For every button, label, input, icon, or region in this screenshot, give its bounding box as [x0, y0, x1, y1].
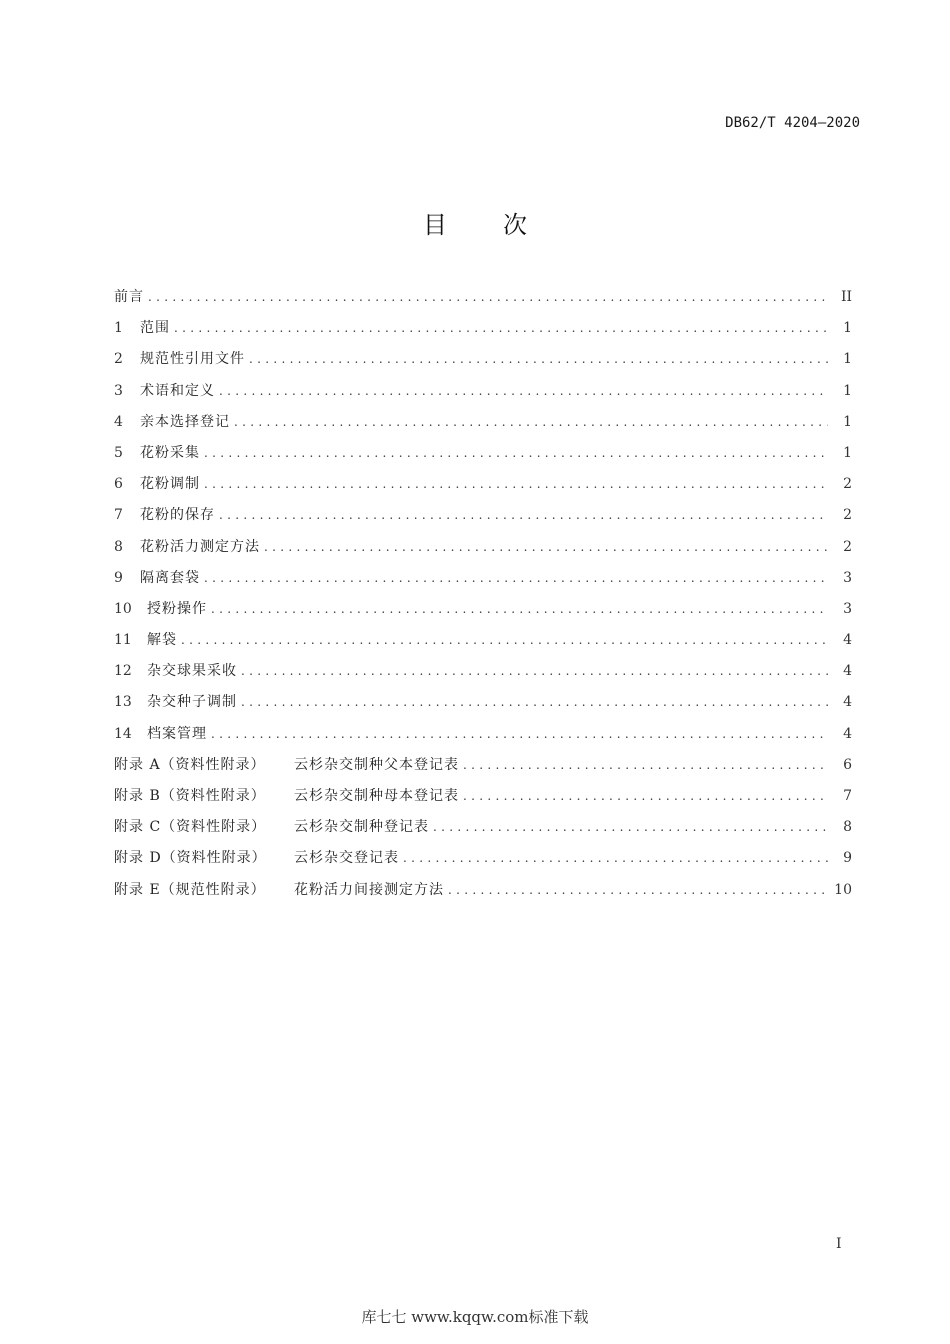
table-of-contents: [114, 286, 852, 910]
toc-appendix-label: 花粉活力间接测定方法: [294, 881, 444, 898]
toc-appendix-prefix: 附录 C（资料性附录）: [114, 819, 267, 836]
toc-leader-dots: [219, 504, 828, 526]
toc-entry-label: 范围: [140, 320, 170, 337]
toc-leader-dots: [204, 567, 828, 589]
toc-leader-dots: [448, 879, 828, 901]
toc-entry-page: 3: [843, 569, 852, 586]
toc-entry-page: 1: [843, 413, 852, 430]
toc-entry-label: 授粉操作: [147, 600, 207, 617]
toc-entry-page: 4: [843, 725, 852, 742]
toc-appendix-page: 8: [843, 819, 852, 836]
toc-leader-dots: [234, 411, 828, 433]
toc-entry[interactable]: [114, 442, 852, 473]
toc-entry-label: 花粉的保存: [140, 507, 215, 524]
toc-entry[interactable]: [114, 504, 852, 535]
toc-entry-label: 杂交种子调制: [147, 694, 237, 711]
page-title-char-2: 次: [503, 211, 527, 239]
toc-leader-dots: [463, 754, 828, 776]
toc-appendix-page: 10: [834, 881, 852, 898]
toc-entry-label: 花粉活力测定方法: [140, 538, 260, 555]
toc-entry-page: 2: [843, 507, 852, 524]
toc-entry[interactable]: [114, 629, 852, 660]
toc-entry[interactable]: [114, 473, 852, 504]
toc-leader-dots: [174, 317, 828, 339]
toc-appendix-b[interactable]: [114, 785, 852, 816]
toc-leader-dots: [433, 816, 828, 838]
toc-entry-label: 前言: [114, 289, 144, 305]
footer-watermark: 库七七 www.kqqw.com标准下载: [361, 1308, 589, 1326]
toc-entry-number: 2: [114, 351, 123, 368]
toc-appendix-prefix: 附录 E（规范性附录）: [114, 881, 266, 898]
toc-appendix-prefix: 附录 D（资料性附录）: [114, 850, 267, 867]
toc-entry-label: 解袋: [147, 632, 177, 649]
toc-leader-dots: [264, 536, 828, 558]
toc-entry-label: 术语和定义: [140, 382, 215, 399]
toc-appendix-e[interactable]: [114, 879, 852, 910]
toc-appendix-c[interactable]: [114, 816, 852, 847]
toc-appendix-page: 9: [843, 850, 852, 867]
page-number: I: [836, 1236, 842, 1252]
toc-entry[interactable]: [114, 411, 852, 442]
toc-entry-number: 4: [114, 413, 123, 430]
toc-entry-page: II: [840, 289, 852, 305]
toc-appendix-a[interactable]: [114, 754, 852, 785]
toc-entry-foreword[interactable]: [114, 286, 852, 317]
document-code: DB62/T 4204—2020: [725, 115, 860, 131]
toc-leader-dots: [463, 785, 828, 807]
toc-leader-dots: [249, 348, 828, 370]
toc-entry-page: 1: [843, 382, 852, 399]
toc-entry-page: 4: [843, 632, 852, 649]
toc-entry-label: 花粉调制: [140, 476, 200, 493]
toc-entry-label: 亲本选择登记: [140, 413, 230, 430]
toc-entry-number: 12: [114, 663, 132, 680]
toc-leader-dots: [148, 286, 828, 308]
toc-entry-number: 1: [114, 320, 123, 337]
toc-appendix-page: 6: [843, 756, 852, 773]
toc-appendix-d[interactable]: [114, 847, 852, 878]
toc-entry-number: 6: [114, 476, 123, 493]
toc-leader-dots: [241, 660, 828, 682]
toc-entry-page: 1: [843, 351, 852, 368]
toc-leader-dots: [241, 691, 828, 713]
toc-entry-label: 规范性引用文件: [140, 351, 245, 368]
toc-leader-dots: [181, 629, 828, 651]
toc-entry-number: 10: [114, 600, 132, 617]
toc-entry-number: 11: [114, 632, 132, 649]
toc-entry-number: 3: [114, 382, 123, 399]
toc-entry-page: 4: [843, 694, 852, 711]
toc-entry[interactable]: [114, 723, 852, 754]
toc-entry-label: 隔离套袋: [140, 569, 200, 586]
toc-leader-dots: [219, 380, 828, 402]
toc-entry-page: 1: [843, 444, 852, 461]
toc-entry[interactable]: [114, 660, 852, 691]
page-title-char-1: 目: [423, 211, 447, 239]
toc-leader-dots: [211, 723, 828, 745]
toc-entry[interactable]: [114, 536, 852, 567]
toc-entry[interactable]: [114, 380, 852, 411]
toc-entry-page: 2: [843, 538, 852, 555]
toc-entry[interactable]: [114, 691, 852, 722]
toc-entry[interactable]: [114, 598, 852, 629]
toc-entry-label: 杂交球果采收: [147, 663, 237, 680]
toc-entry-page: 3: [843, 600, 852, 617]
toc-entry-number: 14: [114, 725, 132, 742]
toc-entry-page: 4: [843, 663, 852, 680]
toc-leader-dots: [204, 442, 828, 464]
toc-entry-number: 8: [114, 538, 123, 555]
toc-appendix-label: 云杉杂交制种母本登记表: [294, 788, 459, 804]
toc-entry[interactable]: [114, 348, 852, 379]
toc-leader-dots: [204, 473, 828, 495]
toc-appendix-prefix: 附录 A（资料性附录）: [114, 756, 266, 773]
toc-entry-page: 2: [843, 476, 852, 493]
toc-appendix-label: 云杉杂交制种父本登记表: [294, 756, 459, 773]
toc-entry-number: 9: [114, 569, 123, 586]
toc-appendix-label: 云杉杂交登记表: [294, 850, 399, 867]
toc-leader-dots: [211, 598, 828, 620]
toc-appendix-label: 云杉杂交制种登记表: [294, 819, 429, 836]
toc-entry-page: 1: [843, 320, 852, 337]
toc-entry[interactable]: [114, 317, 852, 348]
toc-leader-dots: [403, 847, 828, 869]
toc-appendix-page: 7: [843, 788, 852, 804]
toc-appendix-prefix: 附录 B（资料性附录）: [114, 788, 266, 804]
toc-entry[interactable]: [114, 567, 852, 598]
toc-entry-label: 档案管理: [147, 725, 207, 742]
toc-entry-label: 花粉采集: [140, 444, 200, 461]
toc-entry-number: 7: [114, 507, 123, 524]
page-title: [0, 205, 950, 240]
toc-entry-number: 5: [114, 444, 123, 461]
toc-entry-number: 13: [114, 694, 132, 711]
